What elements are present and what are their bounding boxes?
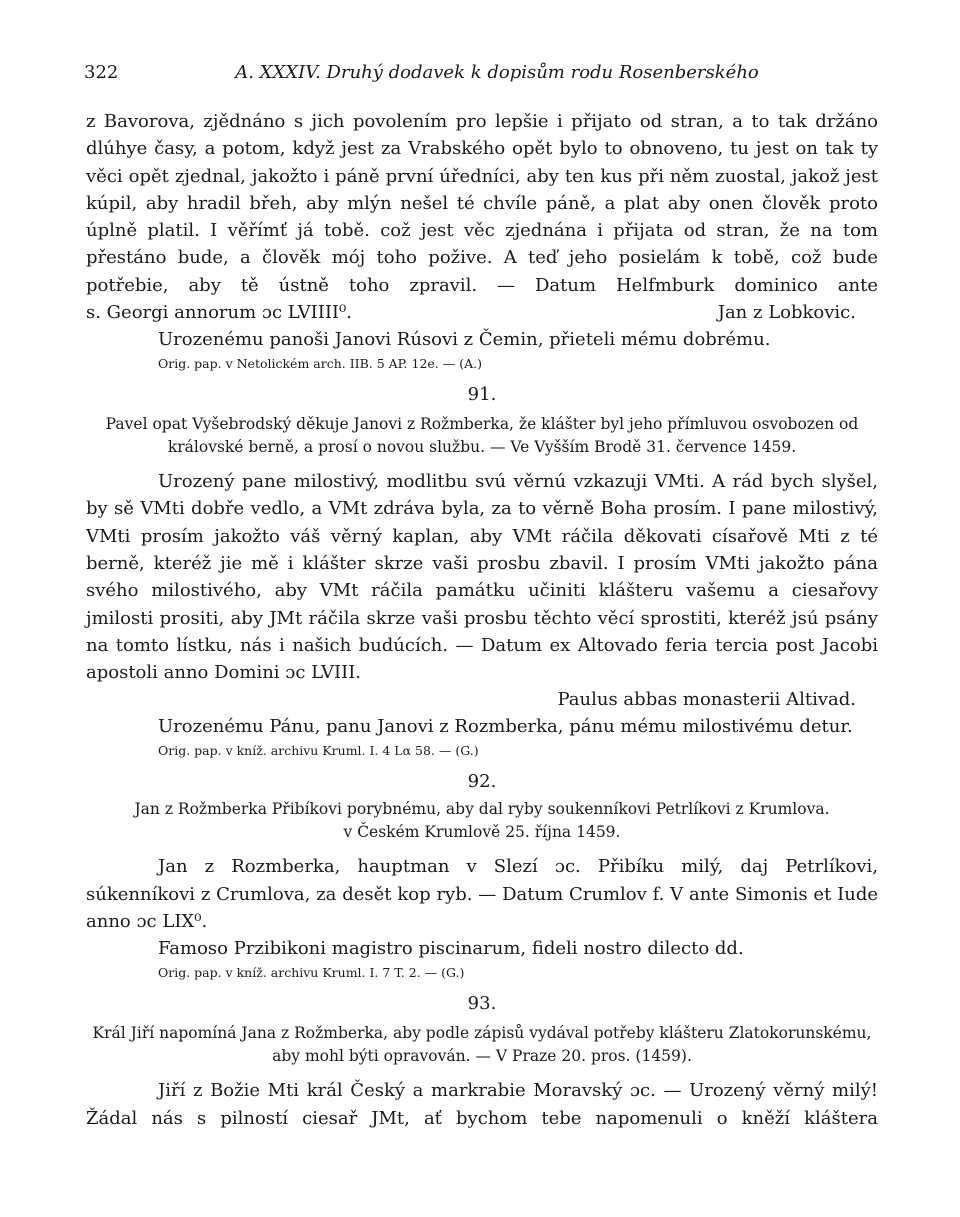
letter-91-regest: Pavel opat Vyšebrodský děkuje Janovi z Rožmberka, že klášter byl jeho přímluvou osvobozen od královské berně, a prosí o novou službu. — Ve Vyšším Brodě 31. července 1459. — [105, 415, 859, 456]
letter-93-regest: Král Jiří napomíná Jana z Rožmberka, aby podle zápisů vydával potřeby klášteru Zlatokorunskému, aby mohl býti opravován. — V Praze 20. pros. (1459). — [92, 1024, 872, 1065]
continuation-closing-line — [86, 299, 878, 326]
letter-91-text: Urozený pane milostivý, modlitbu svú věrnú vzkazuji VMti. A rád bych slyšel, by sě VMti dobře vedlo, a VMt zdráva byla, za to věrně Boha prosím. I pane milostivý, VMti prosím jakožto váš věrný kaplan, aby VMt ráčila děkovati císařově Mti z té berně, kteréž jie mě i klášter skrze vaši prosbu zbavil. I prosím VMti jakožto pána svého milostivého, aby VMt ráčila památku učiniti klášteru vašemu a ciesařovy jmilosti prositi, aby JMt ráčila skrze vaši prosbu těchto věcí sprostiti, kteréž jsú psány na tomto lístku, nás i našich budúcích. — Datum ex Altovado feria tercia post Jacobi apostoli anno Domini ɔc LVIII. — [86, 471, 878, 684]
letter-92-address: Famoso Przibikoni magistro piscinarum, fideli nostro dilecto dd. — [158, 938, 744, 960]
letter-92-text: Jan z Rozmberka, hauptman v Slezí ɔc. Přibíku milý, daj Petrlíkovi, súkenníkovi z Crumlova, za desět kop ryb. — Datum Crumlov f. V ante Simonis et Iude anno ɔc LIX⁰. — [86, 856, 878, 933]
letter-92-regest-line-2: v Českém Krumlově 25. října 1459. — [343, 822, 621, 841]
continuation-date-tail: s. Georgi annorum ɔc LVIIII⁰. — [86, 302, 352, 324]
continuation-signature: Jan z Lobkovic. — [717, 302, 856, 324]
page-number: 322 — [84, 62, 119, 83]
continuation-source-note: Orig. pap. v Netolickém arch. IIB. 5 AP. 12e. — (A.) — [158, 356, 482, 372]
letter-91-number: 91. — [467, 384, 497, 406]
letter-93-text: Jiří z Božie Mti král Český a markrabie Moravský ɔc. — Urozený věrný milý! Žádal nás s pilností ciesař JMt, ať bychom tebe napomenuli o kněží kláštera — [86, 1080, 878, 1129]
page-header — [86, 62, 878, 88]
letter-92-regest-line-1: Jan z Rožmberka Přibíkovi porybnému, aby dal ryby soukenníkovi Petrlíkovi z Krumlova. — [134, 800, 830, 819]
running-title: A. XXXIV. Druhý dodavek k dopisům rodu Rosenberského — [235, 62, 759, 83]
letter-91-signature: Paulus abbas monasterii Altivad. — [557, 689, 856, 711]
letter-92-source-note: Orig. pap. v kníž. archivu Kruml. I. 7 T. 2. — (G.) — [158, 965, 465, 981]
letter-93-number: 93. — [467, 993, 497, 1015]
letter-92-number: 92. — [467, 771, 497, 793]
page-body — [86, 108, 878, 1132]
continuation-text: z Bavorova, zjědnáno s jich povolením pro lepšie i přijato od stran, a to tak držáno dlúhye časy, a potom, když jest za Vrabského opět bylo to obnoveno, tu jest on tak ty věci opět zjednal, jakožto i páně první úředníci, aby ten kus při něm zuostal, jakož jest kúpil, aby hradil břeh, aby mlýn nešel té chvíle páně, a plat aby onen člověk proto úplně platil. I věřímť já tobě. což jest věc zjednána i přijata od stran, že na tom přestáno bude, a člověk mój toho požive. A teď jeho posielám k tobě, což bude potřebie, aby tě ústně toho zpravil. — Datum Helfmburk dominico ante — [86, 111, 878, 296]
letter-91-address: Urozenému Pánu, panu Janovi z Rozmberka, pánu mému milostivému detur. — [158, 716, 853, 738]
letter-91-source-note: Orig. pap. v kníž. archivu Kruml. I. 4 Lα 58. — (G.) — [158, 743, 479, 759]
continuation-address: Urozenému panoši Janovi Rúsovi z Čemin, přieteli mému dobrému. — [158, 329, 771, 351]
